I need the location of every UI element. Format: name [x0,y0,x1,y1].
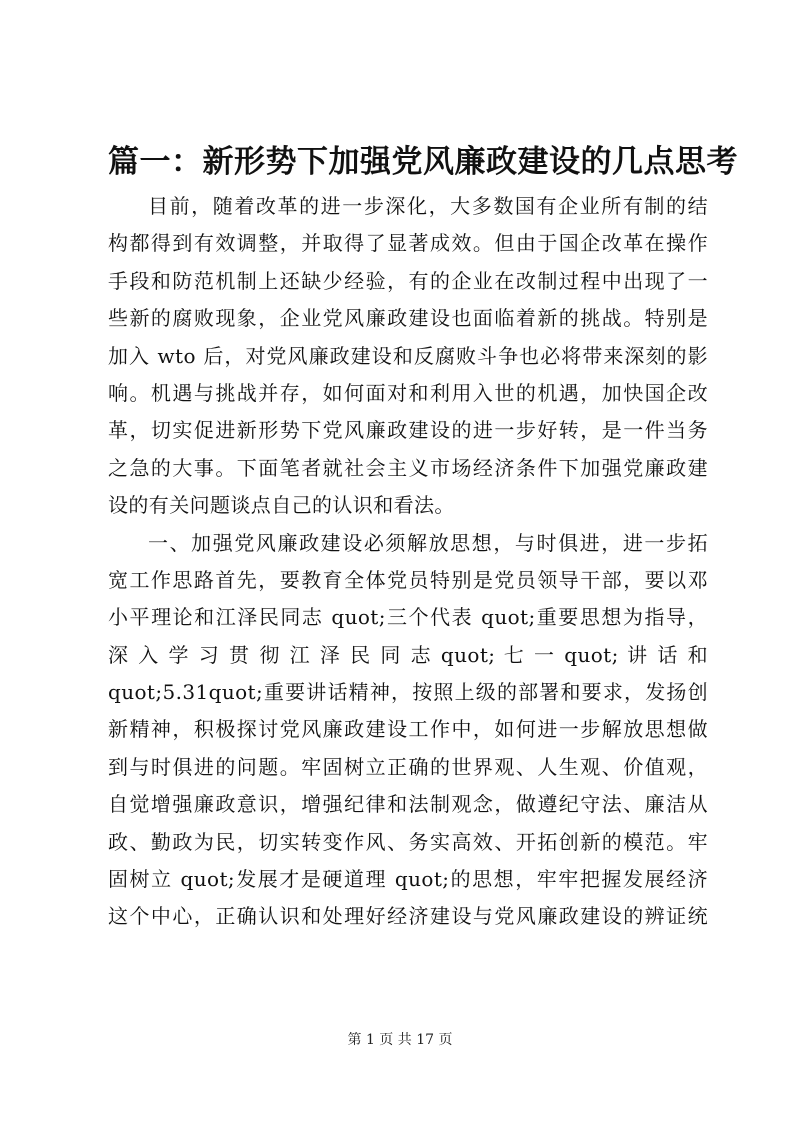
text-line: 革，切实促进新形势下党风廉政建设的进一步好转，是一件当务 [108,418,708,443]
page-footer: 第 1 页 共 17 页 [347,1032,453,1048]
text-line: 这个中心，正确认识和处理好经济建设与党风廉政建设的辨证统 [108,904,708,929]
text-line: 些新的腐败现象，企业党风廉政建设也面临着新的挑战。特别是 [108,306,708,331]
text-line: 新精神，积极探讨党风廉政建设工作中，如何进一步解放思想做 [108,717,708,742]
text-line: 宽工作思路首先，要教育全体党员特别是党员领导干部，要以邓 [108,567,708,592]
text-line: 目前，随着改革的进一步深化，大多数国有企业所有制的结 [148,194,708,218]
text-line: 一、加强党风廉政建设必须解放思想，与时俱进，进一步拓 [148,530,708,555]
text-line: 到与时俱进的问题。牢固树立正确的世界观、人生观、价值观， [108,754,708,779]
text-line: 政、勤政为民，切实转变作风、务实高效、开拓创新的模范。牢 [108,829,708,854]
text-line: 构都得到有效调整，并取得了显著成效。但由于国企改革在操作 [108,231,708,256]
text-line: quot;5.31quot;重要讲话精神，按照上级的部署和要求，发扬创 [108,680,708,705]
text-line: 之急的大事。下面笔者就社会主义市场经济条件下加强党廉政建 [108,455,708,480]
document-body [108,188,708,936]
text-line: 设的有关问题谈点自己的认识和看法。 [108,493,455,518]
text-line: 响。机遇与挑战并存，如何面对和利用入世的机遇，加快国企改 [108,380,708,405]
text-line: 小平理论和江泽民同志 quot;三个代表 quot;重要思想为指导， [108,605,708,630]
document-title: 篇一：新形势下加强党风廉政建设的几点思考 [108,144,738,180]
text-line: 手段和防范机制上还缺少经验，有的企业在改制过程中出现了一 [108,268,708,293]
text-line: 深 入 学 习 贯 彻 江 泽 民 同 志 quot; 七 一 quot; 讲 话 和 [108,642,708,667]
text-line: 加入 wto 后，对党风廉政建设和反腐败斗争也必将带来深刻的影 [108,343,708,368]
text-line: 固树立 quot;发展才是硬道理 quot;的思想，牢牢把握发展经济 [108,867,708,892]
text-line: 自觉增强廉政意识，增强纪律和法制观念，做遵纪守法、廉洁从 [108,792,708,817]
